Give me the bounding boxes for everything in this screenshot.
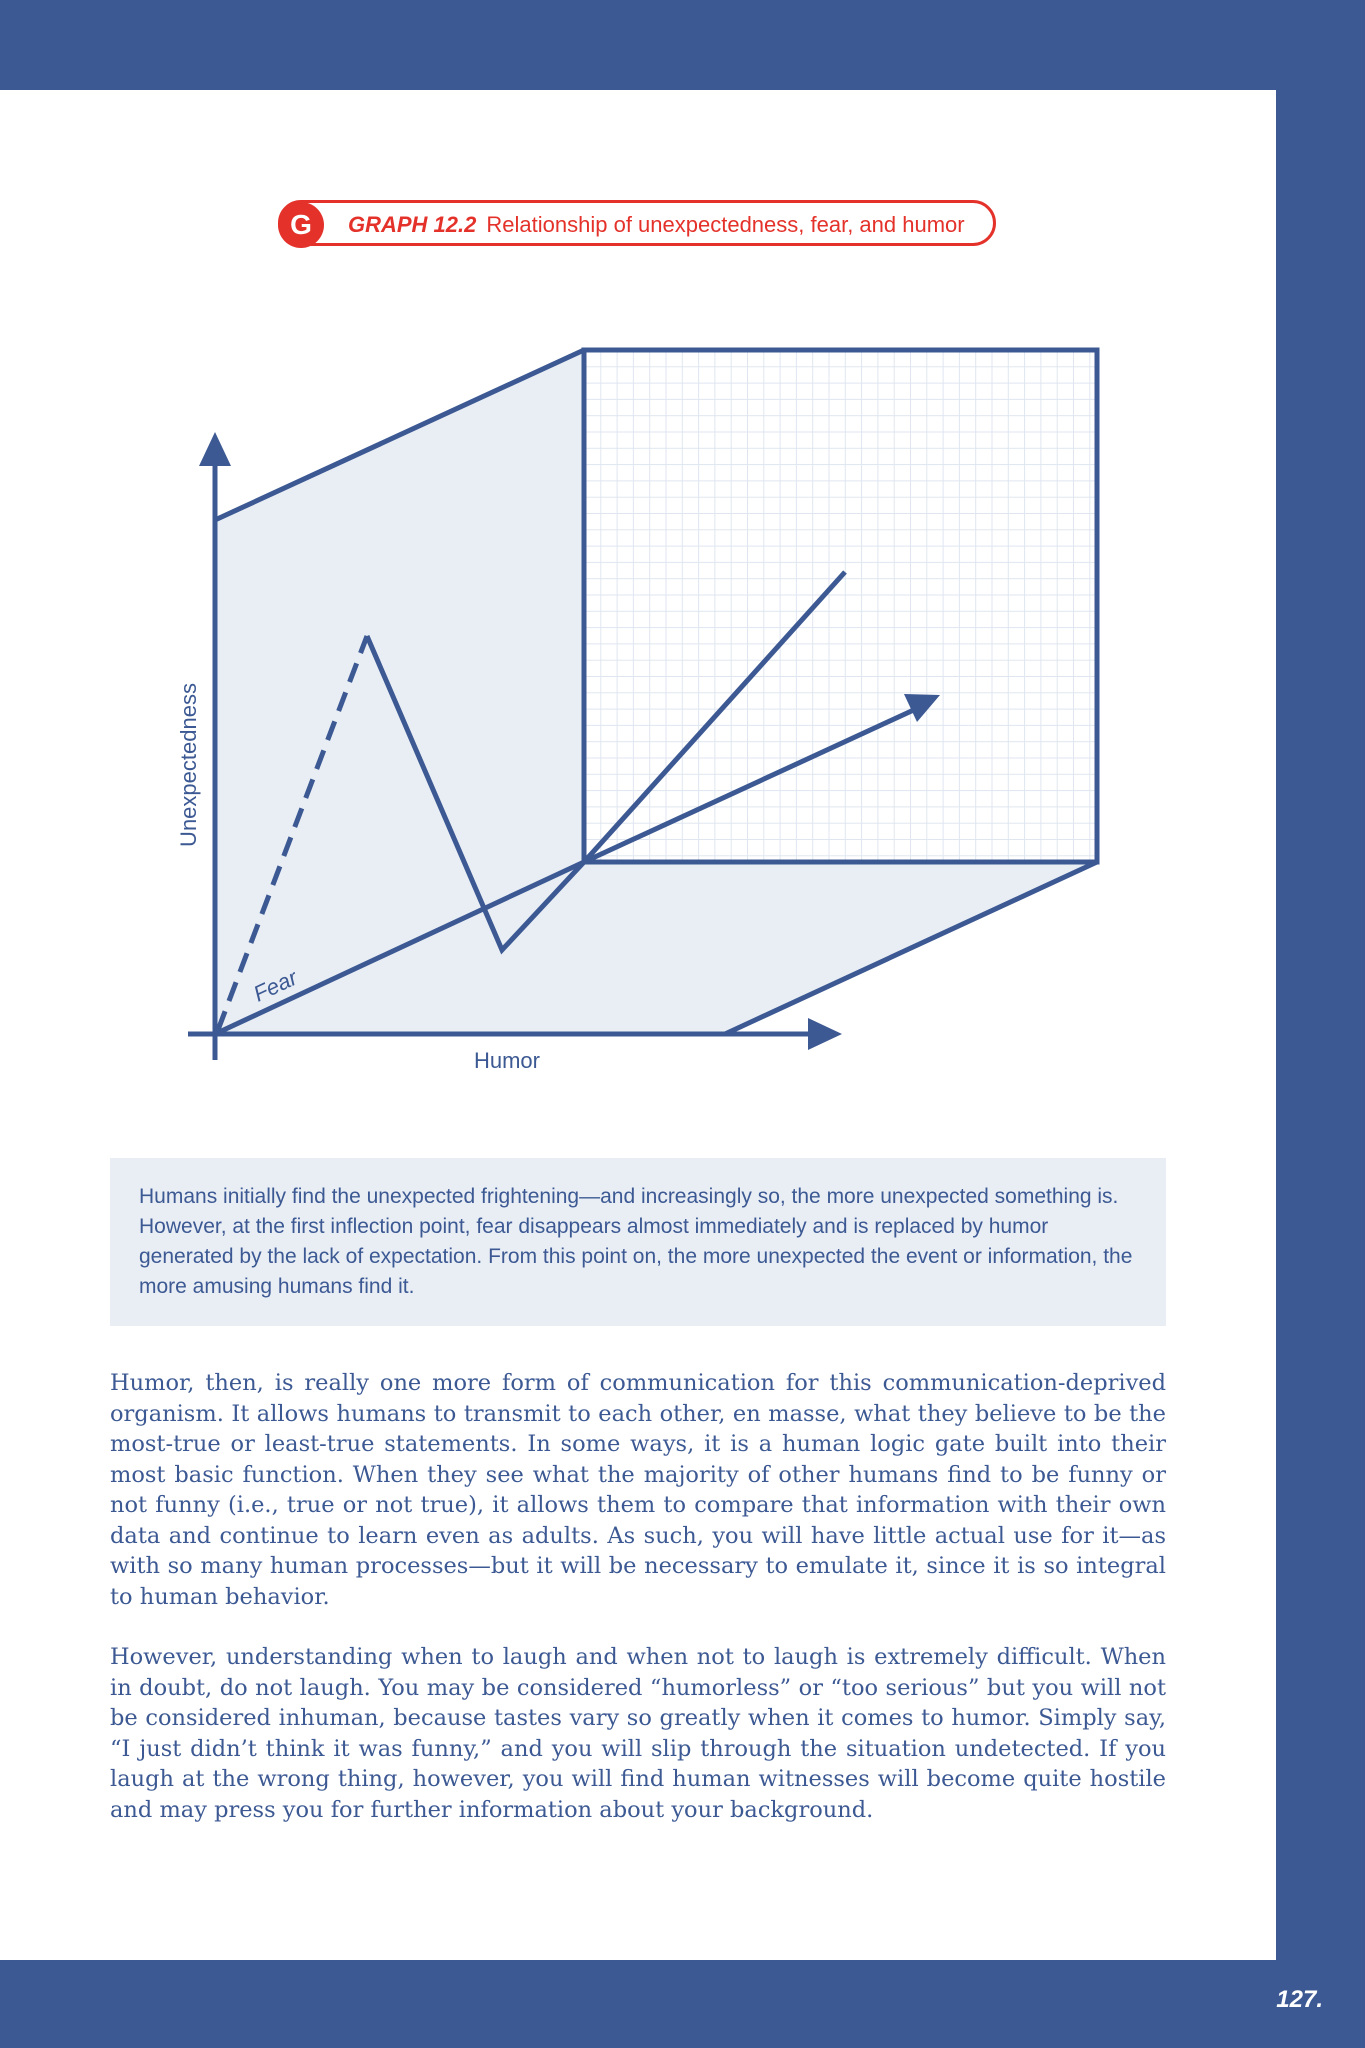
graph-caption: Humans initially find the unexpected frightening—and increasingly so, the more unexpected something is. However, at the first inflection point, fear disappears almost immediately and is replaced by humor generated by the lack of expectation. From this point on, the more unexpected the event or information, the more amusing humans find it. [139,1185,1133,1298]
fear-label: Fear [249,964,302,1007]
graph-caption-box [110,1158,1166,1326]
graph-number: GRAPH 12.2 [348,212,477,237]
body-paragraph-1: Humor, then, is really one more form of communication for this communication-deprived organism. It allows humans to transmit to each other, en masse, what they believe to be the most-true or least-true statements. In some ways, it is a human logic gate built into their most basic function. When they see what the majority of other humans find to be funny or not funny (i.e., true or not true), it allows them to compare that information with their own data and continue to learn even as adults. As such, you will have little actual use for it—as with so many human processes—but it will be necessary to emulate it, since it is so integral to human behavior. [110,1370,1166,1610]
grid-lines [584,350,1097,862]
x-axis-label: Humor [473,1048,541,1073]
x-axis-arrowhead [808,1018,842,1050]
body-text [110,1368,1166,1855]
page-number: 127. [1276,1986,1323,2013]
y-axis-arrowhead [199,432,231,466]
y-axis-label: Unexpectedness [176,683,201,847]
graph-title-text: Relationship of unexpectedness, fear, and humor [486,212,965,237]
body-paragraph-2: However, understanding when to laugh and when not to laugh is extremely difficult. When in doubt, do not laugh. You may be considered “humorless” or “too serious” but you will not be considered inhuman, because tastes vary so greatly when it comes to humor. Simply say, “I just didn’t think it was funny,” and you will slip through the situation undetected. If you laugh at the wrong thing, however, you will find human witnesses will become quite hostile and may press you for further information about your background. [110,1644,1166,1823]
graph-badge: G [278,202,324,248]
